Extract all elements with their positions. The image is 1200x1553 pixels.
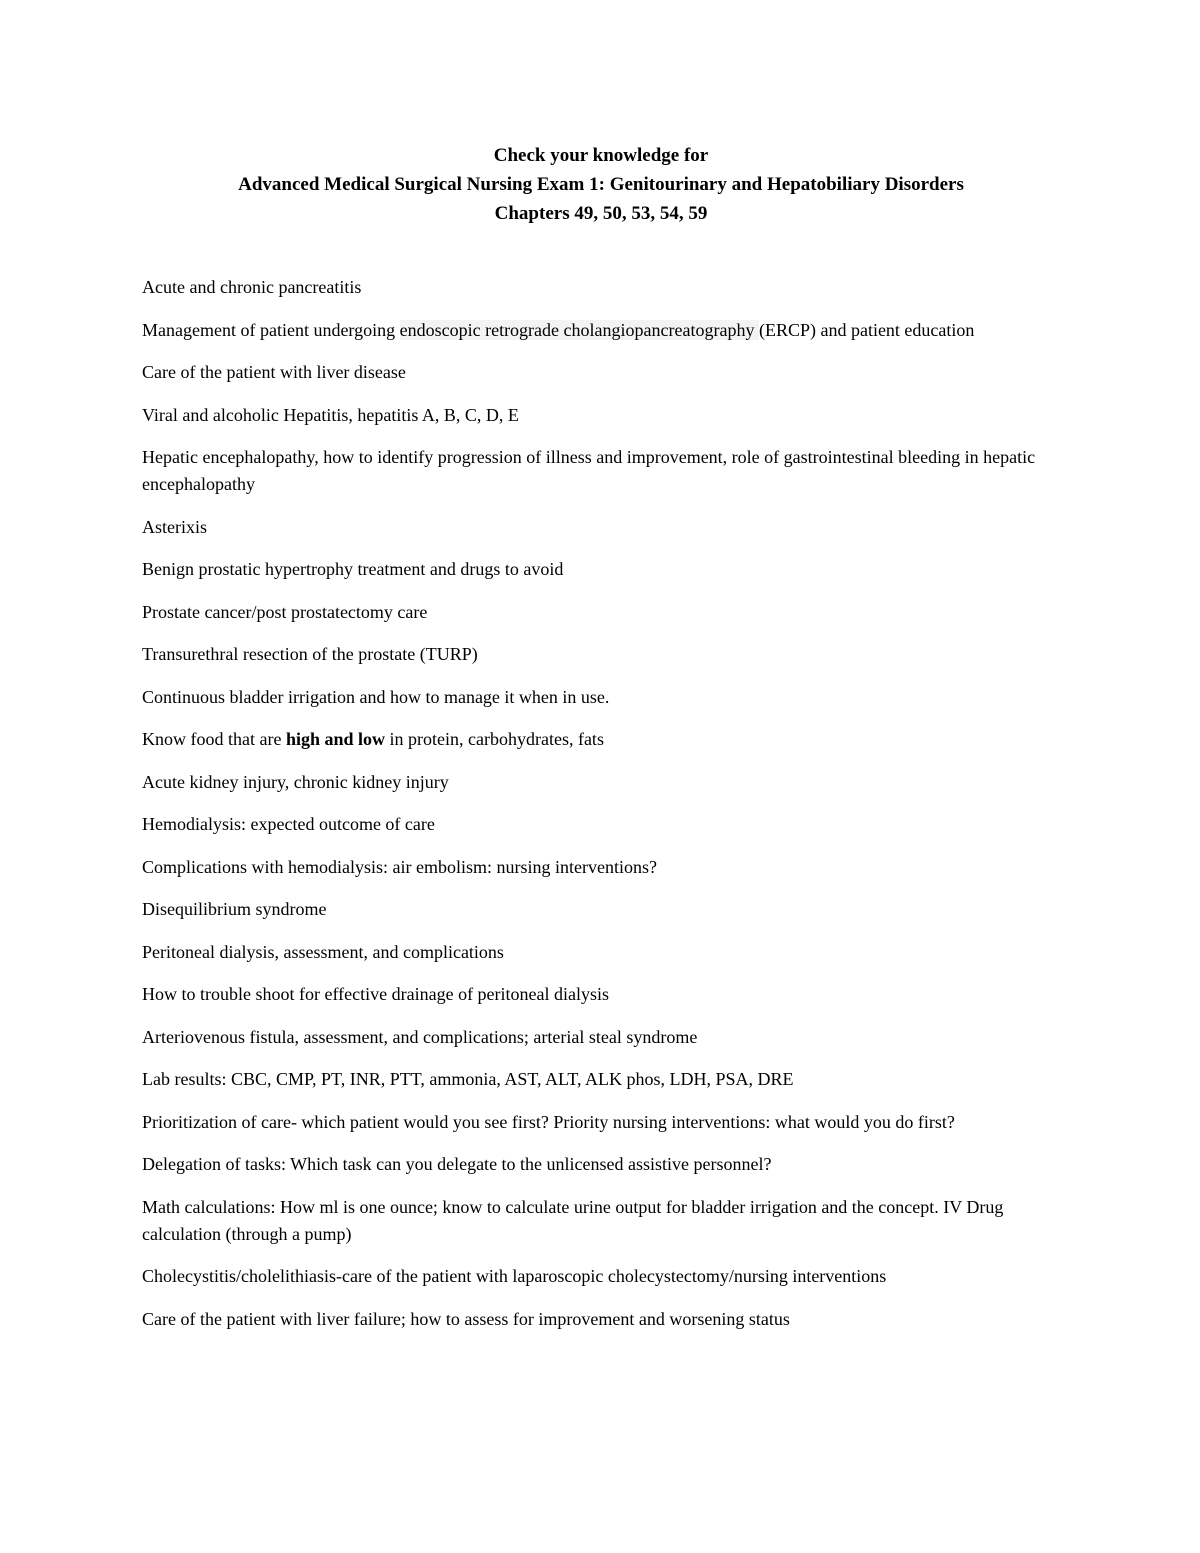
topic-item-pancreatitis: Acute and chronic pancreatitis [142,277,362,297]
topic-item-kidney-injury: Acute kidney injury, chronic kidney injury [142,771,449,792]
topic-food-bold: high and low [285,729,386,749]
document-title [142,141,1060,228]
topic-ercp-part-1: Management of patient undergoing [142,319,400,340]
topic-item-turp: Transurethral resection of the prostate (TURP) [142,644,478,664]
topic-item-peritoneal-drainage: How to trouble shoot for effective drainage of peritoneal dialysis [142,984,610,1004]
topic-item-liver-failure: Care of the patient with liver failure; how to assess for improvement and worsening status [142,1308,790,1329]
topic-item-hepatic-encephalopathy: Hepatic encephalopathy, how to identify progression of illness and improvement, role of gastrointestinal bleeding in hepatic encephalopathy [142,447,1036,494]
topic-item-ercp [142,317,1060,344]
topic-item-math: Math calculations: How ml is one ounce; know to calculate urine output for bladder irrigation and the concept. IV Drug calculation (through a pump) [142,1196,1004,1244]
topic-ercp-highlight: endoscopic retrograde cholangiopancreatography [399,319,759,340]
title-line-1: Check your knowledge for [493,145,709,166]
title-line-3: Chapters 49, 50, 53, 54, 59 [494,203,708,224]
topic-item-hemodialysis-complications: Complications with hemodialysis: air embolism: nursing interventions? [142,856,657,877]
topic-item-cholecystitis: Cholecystitis/cholelithiasis-care of the patient with laparoscopic cholecystectomy/nursing interventions [142,1266,887,1286]
topic-ercp-part-3: (ERCP) and patient education [758,319,975,340]
topic-item-hepatitis: Viral and alcoholic Hepatitis, hepatitis A, B, C, D, E [142,404,519,425]
topic-food-part-3: in protein, carbohydrates, fats [385,729,604,749]
title-line-2: Advanced Medical Surgical Nursing Exam 1: Genitourinary and Hepatobiliary Disorders [238,174,964,195]
topic-list [142,274,1060,1333]
topic-item-hemodialysis: Hemodialysis: expected outcome of care [142,814,435,834]
topic-item-asterixis: Asterixis [142,516,207,537]
topic-item-delegation: Delegation of tasks: Which task can you delegate to the unlicensed assistive personnel? [142,1154,772,1174]
topic-item-prostate-cancer: Prostate cancer/post prostatectomy care [142,601,428,622]
topic-item-food [142,726,1060,753]
topic-item-liver-disease: Care of the patient with liver disease [142,362,406,382]
topic-item-lab-results: Lab results: CBC, CMP, PT, INR, PTT, ammonia, AST, ALT, ALK phos, LDH, PSA, DRE [142,1069,794,1089]
topic-item-bladder-irrigation: Continuous bladder irrigation and how to manage it when in use. [142,686,610,707]
topic-food-part-1: Know food that are [142,729,286,749]
topic-item-peritoneal-dialysis: Peritoneal dialysis, assessment, and complications [142,941,504,962]
topic-item-disequilibrium: Disequilibrium syndrome [142,899,327,919]
topic-item-bph: Benign prostatic hypertrophy treatment and drugs to avoid [142,559,564,579]
topic-item-prioritization: Prioritization of care- which patient would you see first? Priority nursing interventions: what would you do first? [142,1111,955,1132]
topic-item-av-fistula: Arteriovenous fistula, assessment, and complications; arterial steal syndrome [142,1026,698,1047]
